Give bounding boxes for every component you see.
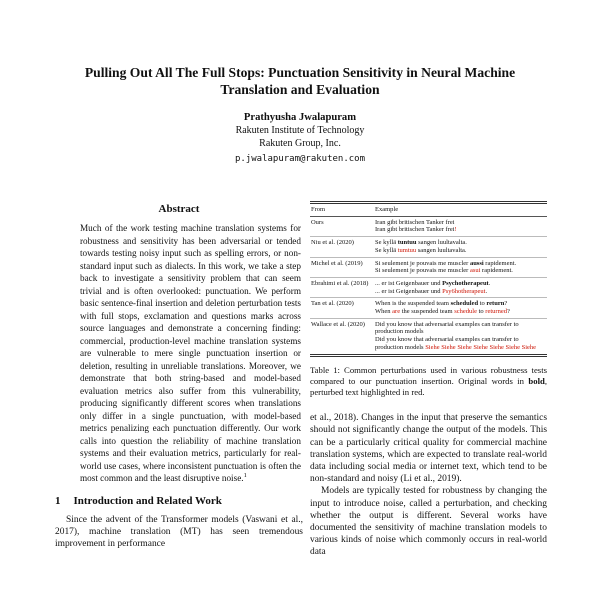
right-column [310,199,547,559]
table-cell-example [375,219,546,234]
original-word-bold: Psychotherapeut [442,279,489,287]
example-line [375,300,546,308]
text-segment: sangen luultavalta. [416,246,467,254]
text-segment: rapidement. [480,267,513,275]
abstract-text [80,222,301,485]
table-row [310,298,547,318]
table-header-row [310,204,547,217]
table-row [310,217,547,237]
author-name: Prathyusha Jwalapuram [243,112,357,123]
paper-title-line-1: Pulling Out All The Full Stops: Punctuation Sensitivity in Neural Machine [84,65,516,80]
table-cell-example [375,239,546,254]
example-line [375,321,546,336]
example-line [375,239,546,247]
paper-title [0,64,600,98]
original-word-bold: scheduled [450,300,479,308]
table-cell-from: Wallace et al. (2020) [310,320,365,328]
table-cell-from: Ebrahimi et al. (2018) [310,279,369,287]
text-segment: ... er ist Geigenbauer und [374,279,443,287]
table-cell-from: Tan et al. (2020) [310,300,354,308]
example-line [375,226,546,234]
text-segment: , perturbed text highlighted in red. [309,375,547,397]
text-segment: to [476,308,486,316]
perturbed-text-red: asui [469,267,481,275]
perturbed-text-red: Psy6hotherapeut [442,287,486,295]
text-segment: the suspended team [400,308,455,316]
text-segment: . [488,279,491,287]
paper-title-line-2: Translation and Evaluation [220,82,380,97]
text-segment: Se kyllä [374,246,398,254]
text-segment: ? [504,300,508,308]
author-email: p.jwalapuram@rakuten.com [234,154,366,164]
text-segment: ... er ist Geigenbauer und [374,287,443,295]
footnote-marker: 1 [243,471,247,479]
example-line [375,308,546,316]
abstract-body-text: Much of the work testing machine translation systems for robustness and sensitivity has been adversarial or tended towards testing noisy input such as spelling errors, or non-standard input such as dialects. In this work, we take a step back to investigate a sensitivity problem that can seem trivial and is often overlooked: punctuation. We perform basic sentence-final insertion and deletion perturbation tests with full stops, exclamation and questions marks across source languages and demonstrate a concerning finding: commercial, production-level machine translation systems are vulnerable to mere single punctuation insertion or deletion, resulting in unreliable translations. Moreover, we demonstrate that both string-based and model-based evaluation metrics also suffer from this vulnerability, producing significantly different scores when translations only differ in a single punctuation, with model-based metrics penalizing each punctuation differently. Our work calls into question the reliability of machine translation systems and their evaluation metrics, particularly for real-world use cases, where inconsistent punctuation is often the most common and the least disruptive noise. [80,223,301,483]
table-cell-from: Ours [310,218,324,226]
text-segment: Table 1: Common perturbations used in various robustness tests compared to our punctuation insertion. Original words in [309,364,547,386]
table-row [310,237,547,257]
table-1 [310,201,547,357]
example-line [375,336,546,351]
perturbed-text-red: schedule [454,308,477,316]
section-title: Introduction and Related Work [73,494,222,507]
intro-paragraph: Since the advent of the Transformer models (Vaswani et al., 2017), machine translation (MT) has seen tremendous improvement in performance [55,514,303,549]
table-caption [310,365,547,399]
text-segment: rapidement. [483,259,517,267]
left-column [55,199,303,550]
abstract-heading: Abstract [158,203,200,215]
text-segment: Si seulement je pouvais me muscler [374,259,470,267]
table-cell-example [375,300,546,315]
table-row [310,258,547,278]
table-cell-example [375,321,546,352]
paper-header [0,0,600,165]
table-row [310,319,547,354]
text-segment: to [478,300,487,308]
original-word-bold: aussi [469,259,484,267]
example-line [375,247,546,255]
table-cell-from: Niu et al. (2020) [310,239,354,247]
perturbed-text-red: Siehe Siehe Siehe Siehe Siehe Siehe Siehe [425,343,537,351]
section-number: 1 [55,494,61,507]
text-segment: Did you know that adversarial examples can transfer to production models [374,320,519,336]
example-line [375,288,546,296]
two-column-body [0,199,600,559]
example-line [375,280,546,288]
affiliation-line-1: Rakuten Institute of Technology [235,125,365,136]
table-cell-from: Michel et al. (2019) [310,259,363,267]
text-segment: Se kyllä [374,239,398,247]
text-segment: Si seulement je pouvais me muscler [374,267,470,275]
table-cell-example [375,260,546,275]
text-segment: Iran gibt britischen Tanker frei [374,218,455,226]
example-line [375,219,546,227]
perturbed-text-red: tumtuu [397,246,417,254]
text-segment: When is the suspended team [374,300,451,308]
example-line [375,260,546,268]
text-segment: Did you know that adversarial examples can transfer to production models [374,336,519,351]
table-header-example: Example [374,206,399,213]
text-segment: . [485,287,488,295]
original-word-bold: return [486,300,505,308]
text-segment: ? [506,308,510,316]
perturbed-text-red: returned [485,308,507,316]
paragraph-continuation: et al., 2018). Changes in the input that preserve the semantics should not significantly change the output of the models. This can be a particularly critical quality for commercial machine translation systems, which are expected to translate real-world data including social media or internet text, which tend to be non-standard and noisy (Li et al., 2019). [309,413,547,485]
table-header-from: From [310,206,326,213]
perturbed-text-red: are [392,308,401,316]
text-segment: Iran gibt britischen Tanker frei [374,226,455,234]
original-word-bold: tuntuu [397,239,417,247]
table-body [310,217,547,354]
affiliation-line-2: Rakuten Group, Inc. [259,138,341,149]
text-segment: When [374,308,393,316]
table-cell-example [375,280,546,295]
perturbed-text-red: ! [454,226,457,234]
example-line [375,267,546,275]
table-row [310,278,547,298]
paragraph-models: Models are typically tested for robustness by changing the input to introduce noise, called a perturbation, and checking whether the output is different. Several works have documented the sensitivity of machine translation models to various kinds of noise which commonly occurs in real-world data [309,486,547,558]
text-segment: sangen luultavalta. [416,239,467,247]
original-word-bold: bold [528,375,545,386]
section-1-heading [55,495,303,507]
